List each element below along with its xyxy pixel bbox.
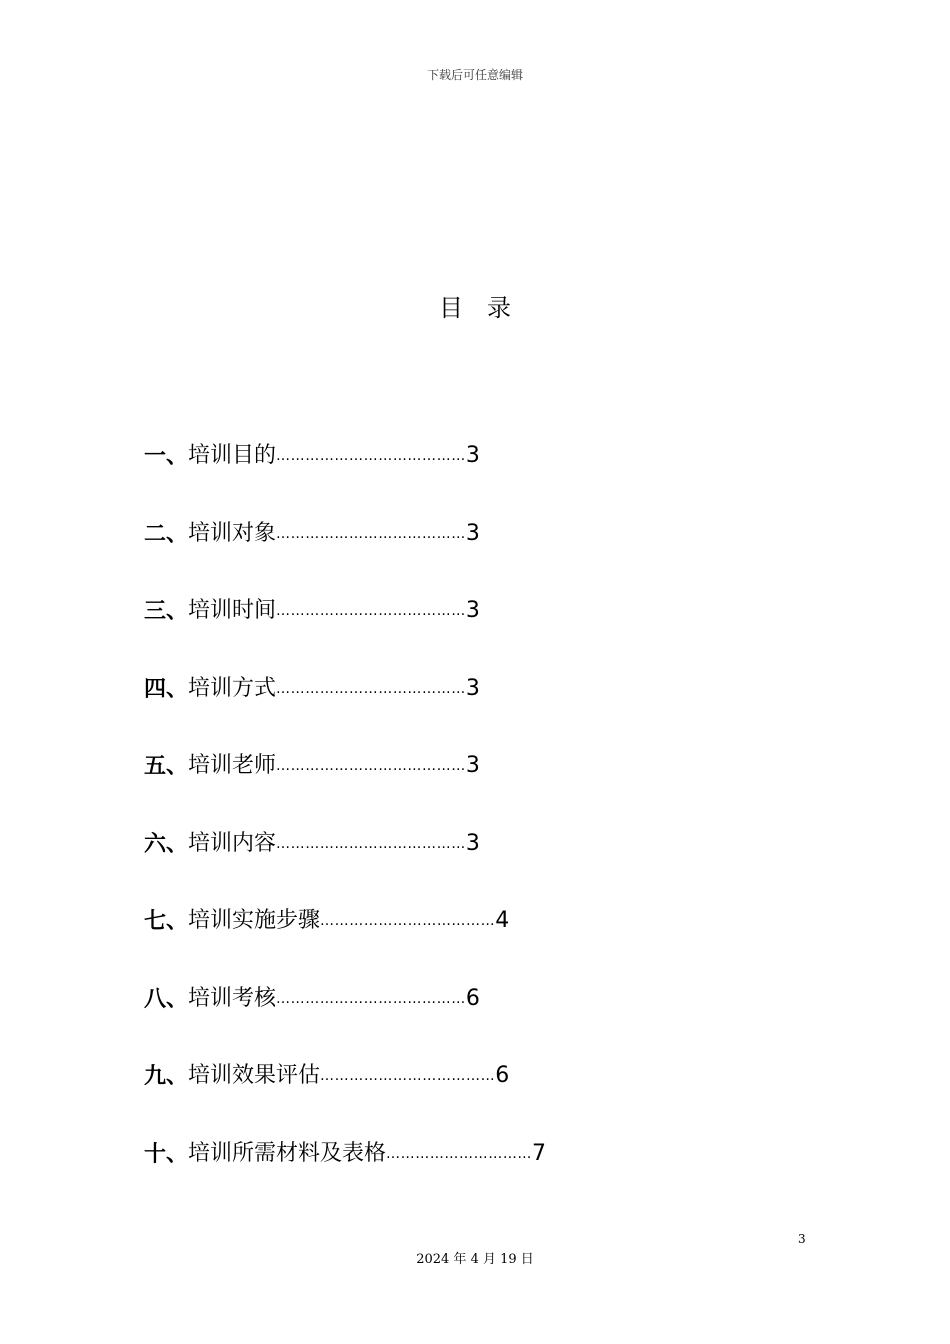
toc-item-number: 八、	[144, 985, 189, 1012]
toc-item[interactable]	[144, 514, 546, 592]
toc-item[interactable]	[144, 1134, 546, 1212]
toc-item-leader: ………………………………	[320, 1068, 496, 1084]
toc-item-text: 培训效果评估	[188, 1063, 321, 1088]
toc-item-text: 培训目的	[188, 443, 277, 468]
toc-item-page: 3	[465, 830, 480, 856]
page-footer-date: 2024 年 4 月 19 日	[416, 1252, 534, 1267]
page-header: 下载后可任意编辑	[426, 68, 523, 82]
toc-item-page: 6	[495, 1063, 510, 1088]
toc-item[interactable]	[144, 436, 546, 514]
toc-item-number: 六、	[144, 830, 189, 857]
toc-item-text: 培训所需材料及表格	[188, 1140, 387, 1166]
toc-item-text: 培训时间	[188, 598, 277, 623]
toc-item-leader: …………………………………	[276, 603, 466, 619]
toc-item-text: 培训实施步骤	[188, 908, 321, 933]
toc-item[interactable]	[144, 824, 546, 902]
toc-item-leader: …………………………………	[276, 525, 466, 542]
toc-item-page: 3	[465, 675, 480, 701]
toc-item-leader: …………………………………	[276, 448, 466, 464]
toc-item-number: 二、	[144, 520, 189, 547]
toc-item[interactable]	[144, 901, 546, 979]
toc-item-page: 6	[465, 985, 480, 1011]
toc-item-page: 3	[465, 598, 480, 623]
toc-item-number: 十、	[144, 1140, 189, 1167]
toc-item[interactable]	[144, 979, 546, 1057]
toc-item-leader: …………………………………	[276, 835, 466, 852]
toc-title: 目录	[439, 294, 535, 322]
toc-item[interactable]	[144, 746, 546, 824]
toc-item-number: 七、	[144, 908, 189, 934]
toc-item-text: 培训对象	[188, 520, 277, 546]
toc-item-text: 培训方式	[188, 675, 277, 701]
toc-item-leader: ………………………………	[320, 913, 496, 929]
toc-item-text: 培训老师	[188, 753, 277, 778]
toc-item[interactable]	[144, 1056, 546, 1134]
toc-item[interactable]	[144, 591, 546, 669]
toc-item-number: 四、	[144, 675, 189, 702]
toc-item-page: 7	[532, 1140, 547, 1166]
page-number: 3	[798, 1232, 806, 1246]
toc-item-page: 3	[465, 520, 480, 546]
toc-item-number: 五、	[144, 753, 189, 779]
toc-item-text: 培训考核	[188, 985, 277, 1011]
toc-item-leader: …………………………………	[276, 990, 466, 1007]
toc-item-page: 4	[495, 908, 510, 933]
toc-item-text: 培训内容	[188, 830, 277, 856]
toc-item-number: 三、	[144, 598, 189, 624]
toc-item-page: 3	[465, 753, 480, 778]
toc-item[interactable]	[144, 669, 546, 747]
toc-item-number: 一、	[144, 443, 189, 469]
toc-item-page: 3	[465, 443, 480, 468]
toc-item-leader: …………………………………	[276, 758, 466, 774]
toc-item-leader: …………………………	[386, 1145, 533, 1162]
toc-item-leader: …………………………………	[276, 680, 466, 697]
table-of-contents	[144, 436, 546, 1211]
toc-item-number: 九、	[144, 1063, 189, 1089]
